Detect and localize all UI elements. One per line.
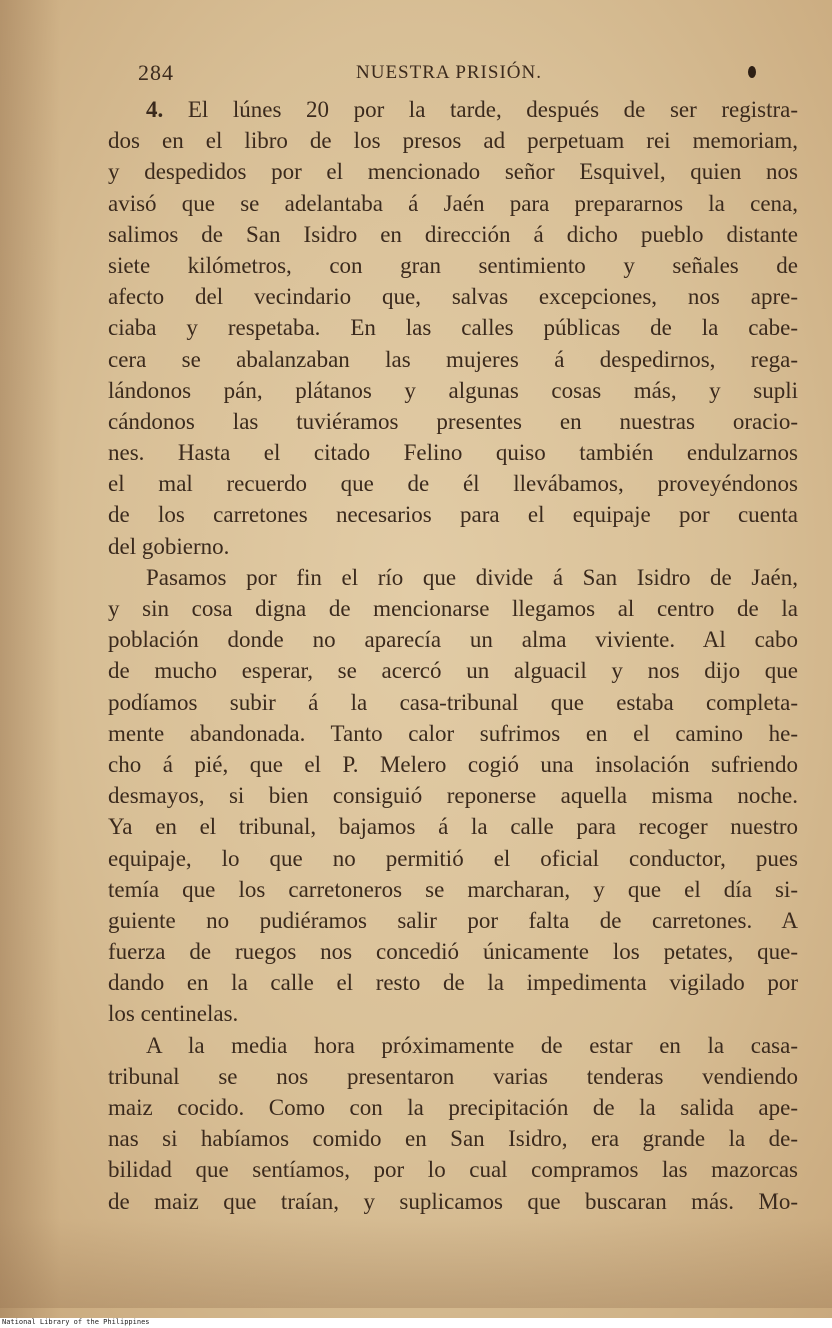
page-number: 284 (138, 60, 174, 85)
text-line: de mucho esperar, se acercó un alguacil y nos dijo que (108, 658, 798, 684)
text-line-1: 4. El lúnes 20 por la tarde, después de ser registra- (146, 97, 798, 122)
text-line: guiente no pudiéramos salir por falta de carretones. A (108, 907, 798, 933)
page-header (138, 58, 760, 88)
text-line: cho á pié, que el P. Melero cogió una insolación sufriendo (108, 751, 798, 777)
paragraph-number: 4. (146, 97, 164, 122)
text-line: Ya en el tribunal, bajamos á la calle para recoger nuestro (108, 814, 798, 840)
text-line: y sin cosa digna de mencionarse llegamos al centro de la (108, 596, 798, 621)
text-line: nes. Hasta el citado Felino quiso también endulzarnos (108, 440, 798, 466)
text-line: ciaba y respetaba. En las calles públicas de la cabe- (108, 315, 798, 341)
text-line: avisó que se adelantaba á Jaén para prepararnos la cena, (108, 190, 798, 216)
text-line: de maiz que traían, y suplicamos que buscaran más. Mo- (108, 1188, 798, 1214)
text-line: lándonos pán, plátanos y algunas cosas más, y supli (108, 377, 798, 403)
footer-credit: National Library of the Philippines (2, 1318, 150, 1326)
text-line: tribunal se nos presentaron varias tenderas vendiendo (108, 1063, 798, 1089)
text-line: siete kilómetros, con gran sentimiento y señales de (108, 252, 798, 278)
text-line: temía que los carretoneros se marcharan, y que el día si- (108, 876, 798, 902)
text-line: los centinelas. (108, 1001, 239, 1027)
text-line: A la media hora próximamente de estar en la casa- (146, 1032, 798, 1058)
text-line: dos en el libro de los presos ad perpetuam rei memoriam, (108, 128, 798, 154)
text-line: maiz cocido. Como con la precipitación de la salida ape- (108, 1095, 798, 1120)
text-line: del gobierno. (108, 533, 230, 559)
body-text (108, 94, 798, 1217)
text-line: población donde no aparecía un alma viviente. Al cabo (108, 627, 798, 653)
running-title: NUESTRA PRISIÓN. (356, 62, 542, 83)
text-line: bilidad que sentíamos, por lo cual compramos las mazorcas (108, 1157, 798, 1183)
text-line: afecto del vecindario que, salvas excepciones, nos apre- (108, 284, 798, 310)
page-shadow-bottom (0, 1218, 832, 1308)
text-line: cera se abalanzaban las mujeres á despedirnos, rega- (108, 346, 798, 372)
text-line: Pasamos por fin el río que divide á San Isidro de Jaén, (146, 564, 798, 590)
text-line: dando en la calle el resto de la impedimenta vigilado por (108, 970, 798, 996)
text-line: mente abandonada. Tanto calor sufrimos en el camino he- (108, 720, 798, 746)
text-line: y despedidos por el mencionado señor Esquivel, quien nos (108, 159, 798, 185)
text-line: de los carretones necesarios para el equipaje por cuenta (108, 502, 798, 528)
page-shadow-left (0, 0, 60, 1318)
text-line: salimos de San Isidro en dirección á dicho pueblo distante (108, 221, 798, 247)
text-line: podíamos subir á la casa-tribunal que estaba completa- (108, 689, 798, 715)
ink-blot-mark (748, 66, 756, 78)
text-line: fuerza de ruegos nos concedió únicamente los petates, que- (108, 939, 798, 965)
text-line: equipaje, lo que no permitió el oficial conductor, pues (108, 845, 798, 871)
text-line: desmayos, si bien consiguió reponerse aquella misma noche. (108, 783, 798, 809)
text-line: nas si habíamos comido en San Isidro, era grande la de- (108, 1126, 798, 1152)
text-line: cándonos las tuviéramos presentes en nuestras oracio- (108, 408, 798, 434)
scan-footer (0, 1318, 832, 1328)
text-line: el mal recuerdo que de él llevábamos, proveyéndonos (108, 471, 798, 497)
